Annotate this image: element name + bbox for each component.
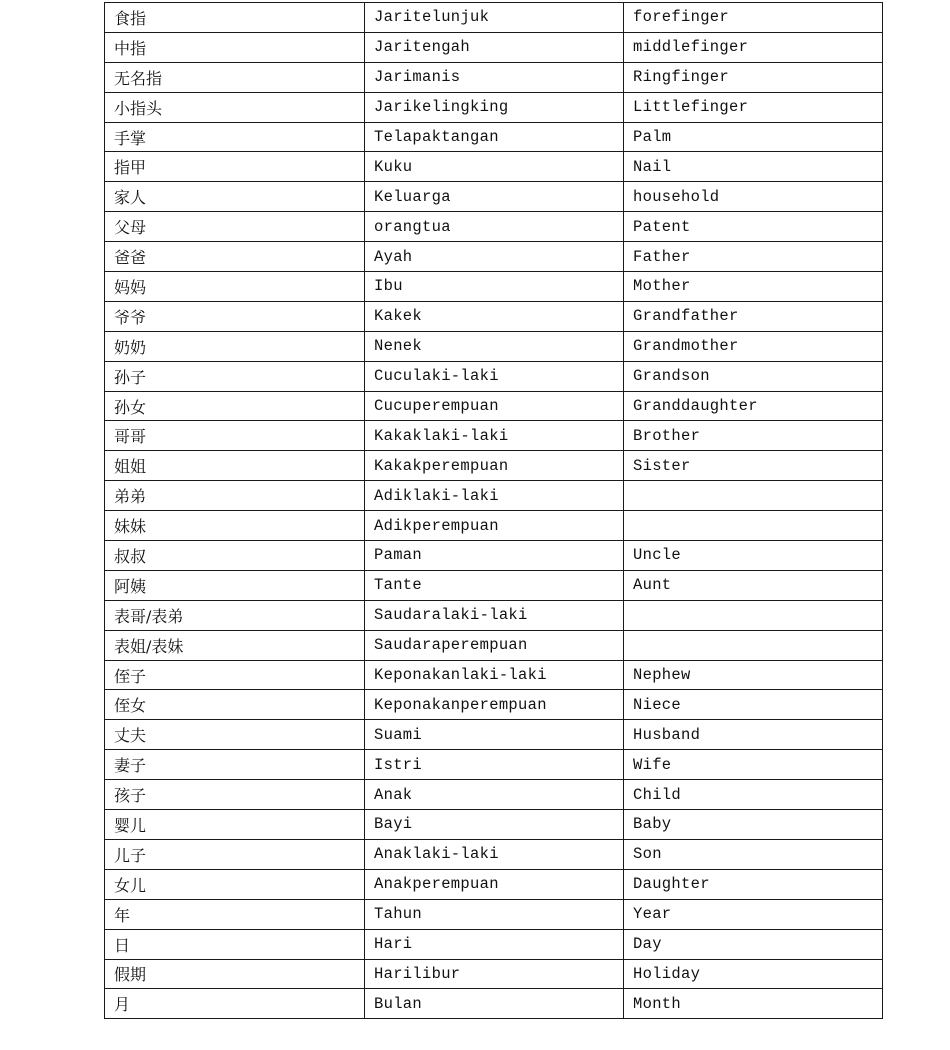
cell-chinese: 指甲 [105,152,365,182]
cell-indonesian: Keponakanperempuan [365,690,624,720]
cell-indonesian: Paman [365,541,624,571]
cell-indonesian: Jarimanis [365,62,624,92]
cell-english: Brother [624,421,883,451]
table-row [105,32,883,62]
cell-english [624,630,883,660]
table-row [105,869,883,899]
table-row [105,481,883,511]
cell-chinese: 奶奶 [105,331,365,361]
table-row [105,62,883,92]
cell-indonesian: Saudaraperempuan [365,630,624,660]
table-row [105,720,883,750]
cell-chinese: 食指 [105,3,365,33]
cell-chinese: 孙女 [105,391,365,421]
table-row [105,570,883,600]
cell-indonesian: Jarikelingking [365,92,624,122]
cell-chinese: 家人 [105,182,365,212]
cell-indonesian: Ayah [365,242,624,272]
cell-chinese: 年 [105,899,365,929]
cell-english: Mother [624,272,883,302]
cell-chinese: 爸爸 [105,242,365,272]
table-row [105,750,883,780]
cell-english: Grandfather [624,301,883,331]
cell-indonesian: Anakperempuan [365,869,624,899]
table-row [105,929,883,959]
cell-english: Wife [624,750,883,780]
cell-indonesian: Bulan [365,989,624,1019]
cell-english [624,481,883,511]
table-row [105,810,883,840]
cell-indonesian: Anaklaki-laki [365,839,624,869]
cell-english: Sister [624,451,883,481]
cell-indonesian: Kakek [365,301,624,331]
cell-chinese: 丈夫 [105,720,365,750]
cell-indonesian: Saudaralaki-laki [365,600,624,630]
cell-indonesian: Ibu [365,272,624,302]
cell-english [624,511,883,541]
cell-english: Husband [624,720,883,750]
cell-chinese: 妻子 [105,750,365,780]
vocab-table [104,2,883,1019]
cell-chinese: 姐姐 [105,451,365,481]
table-row [105,600,883,630]
cell-english: Nephew [624,660,883,690]
cell-english: forefinger [624,3,883,33]
cell-indonesian: Tahun [365,899,624,929]
cell-english: Holiday [624,959,883,989]
cell-indonesian: Suami [365,720,624,750]
cell-english: household [624,182,883,212]
cell-english: Baby [624,810,883,840]
cell-indonesian: Istri [365,750,624,780]
cell-chinese: 表姐/表妹 [105,630,365,660]
cell-chinese: 手掌 [105,122,365,152]
cell-english: Father [624,242,883,272]
table-row [105,301,883,331]
cell-english: Patent [624,212,883,242]
cell-english: Child [624,780,883,810]
cell-chinese: 孙子 [105,361,365,391]
cell-chinese: 阿姨 [105,570,365,600]
table-row [105,122,883,152]
table-row [105,361,883,391]
table-row [105,3,883,33]
cell-chinese: 侄子 [105,660,365,690]
table-row [105,780,883,810]
cell-indonesian: Kakaklaki-laki [365,421,624,451]
table-row [105,630,883,660]
cell-indonesian: Tante [365,570,624,600]
cell-indonesian: Bayi [365,810,624,840]
cell-chinese: 哥哥 [105,421,365,451]
table-row [105,92,883,122]
vocab-table-body [105,3,883,1019]
cell-indonesian: Anak [365,780,624,810]
cell-english: middlefinger [624,32,883,62]
cell-chinese: 无名指 [105,62,365,92]
table-row [105,690,883,720]
cell-chinese: 弟弟 [105,481,365,511]
table-row [105,660,883,690]
cell-english: Ringfinger [624,62,883,92]
cell-indonesian: Telapaktangan [365,122,624,152]
table-row [105,242,883,272]
table-row [105,541,883,571]
cell-chinese: 中指 [105,32,365,62]
cell-chinese: 假期 [105,959,365,989]
table-row [105,511,883,541]
cell-english: Grandmother [624,331,883,361]
cell-indonesian: Hari [365,929,624,959]
cell-chinese: 叔叔 [105,541,365,571]
cell-english: Uncle [624,541,883,571]
cell-chinese: 孩子 [105,780,365,810]
cell-indonesian: Adikperempuan [365,511,624,541]
cell-indonesian: Nenek [365,331,624,361]
table-row [105,421,883,451]
table-row [105,331,883,361]
table-row [105,182,883,212]
cell-chinese: 女儿 [105,869,365,899]
cell-english: Nail [624,152,883,182]
cell-indonesian: orangtua [365,212,624,242]
cell-chinese: 婴儿 [105,810,365,840]
cell-chinese: 妹妹 [105,511,365,541]
cell-indonesian: Kakakperempuan [365,451,624,481]
table-row [105,899,883,929]
cell-indonesian: Kuku [365,152,624,182]
cell-english: Littlefinger [624,92,883,122]
table-row [105,959,883,989]
cell-english: Aunt [624,570,883,600]
cell-english: Daughter [624,869,883,899]
cell-english: Niece [624,690,883,720]
cell-chinese: 月 [105,989,365,1019]
cell-english: Month [624,989,883,1019]
cell-indonesian: Keluarga [365,182,624,212]
cell-chinese: 日 [105,929,365,959]
cell-chinese: 妈妈 [105,272,365,302]
cell-indonesian: Jaritelunjuk [365,3,624,33]
cell-english [624,600,883,630]
table-row [105,212,883,242]
cell-english: Palm [624,122,883,152]
cell-indonesian: Cucuperempuan [365,391,624,421]
cell-chinese: 爷爷 [105,301,365,331]
cell-indonesian: Cuculaki-laki [365,361,624,391]
cell-indonesian: Harilibur [365,959,624,989]
table-row [105,391,883,421]
table-row [105,152,883,182]
cell-chinese: 父母 [105,212,365,242]
cell-english: Son [624,839,883,869]
cell-chinese: 儿子 [105,839,365,869]
table-row [105,989,883,1019]
cell-chinese: 表哥/表弟 [105,600,365,630]
cell-english: Year [624,899,883,929]
cell-chinese: 小指头 [105,92,365,122]
table-row [105,839,883,869]
table-row [105,451,883,481]
cell-indonesian: Adiklaki-laki [365,481,624,511]
cell-english: Day [624,929,883,959]
table-row [105,272,883,302]
cell-english: Grandson [624,361,883,391]
cell-chinese: 侄女 [105,690,365,720]
cell-indonesian: Jaritengah [365,32,624,62]
cell-indonesian: Keponakanlaki-laki [365,660,624,690]
cell-english: Granddaughter [624,391,883,421]
